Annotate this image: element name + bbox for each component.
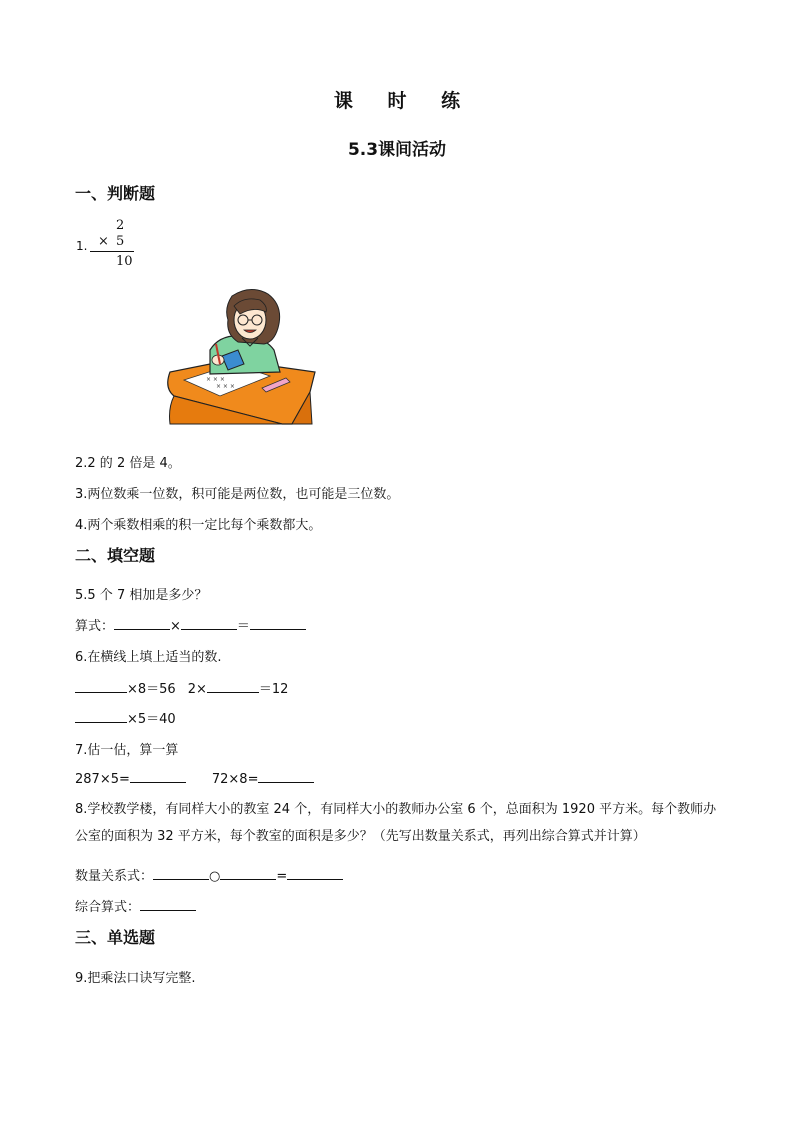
question-4: 4.两个乘数相乘的积一定比每个乘数都大。 [75,518,322,533]
question-8-relation [75,865,343,884]
question-6: 6.在横线上填上适当的数. [75,650,222,665]
question-6-line-2 [75,708,176,727]
question-6-line-1 [75,678,288,697]
teacher-grading-illustration [160,284,320,426]
svg-text:× × ×: × × × [206,376,225,383]
equation-part: ×5＝40 [127,712,176,727]
equation-part: ＝12 [258,682,289,697]
estimate-expression: 72×8= [211,772,259,787]
question-3: 3.两位数乘一位数，积可能是两位数，也可能是三位数。 [75,487,400,502]
section-heading-single-choice: 三、单选题 [75,928,156,947]
estimate-expression: 287×5= [75,772,130,787]
answer-blank[interactable] [114,618,170,630]
question-7-line [75,771,314,787]
section-heading-fill-in: 二、填空题 [75,546,156,565]
multiplier: 5 [116,234,125,249]
answer-blank[interactable] [75,711,127,723]
relation-label: 数量关系式： [75,869,154,884]
answer-blank[interactable] [287,868,343,880]
question-5-formula [75,615,306,634]
formula-label: 算式： [75,619,115,634]
answer-blank[interactable] [153,868,209,880]
question-8: 8.学校教学楼，有同样大小的教室 24 个，有同样大小的教师办公室 6 个，总面积为 1920 平方米。每个教师办公室的面积为 32 平方米，每个教室的面积是多少？（先写出数量关系式，再列出综合算式并计算） [75,802,717,844]
operator-circle: ○ [209,869,221,884]
answer-blank[interactable] [130,771,186,783]
times-sign: × [170,619,181,634]
answer-blank[interactable] [181,618,237,630]
svg-text:× × ×: × × × [216,383,235,390]
equation-part: ×8＝56 [127,682,176,697]
equation-part: 2× [187,682,207,697]
question-2: 2.2 的 2 倍是 4。 [75,456,181,471]
answer-blank[interactable] [250,618,306,630]
question-8-composite [75,896,196,915]
multiplicand: 2 [116,218,125,233]
question-number: 1. [76,239,88,253]
answer-blank[interactable] [75,681,127,693]
answer-blank[interactable] [258,771,314,783]
page-title: 课 时 练 [333,90,475,112]
question-9: 9.把乘法口诀写完整. [75,971,196,986]
question-7: 7.估一估，算一算 [75,743,179,758]
times-sign: × [98,234,109,249]
composite-label: 综合算式： [75,900,141,915]
section-heading-judgement: 一、判断题 [75,184,156,203]
answer-blank[interactable] [220,868,276,880]
answer-blank[interactable] [207,681,259,693]
vertical-multiplication [76,218,146,272]
answer-blank[interactable] [140,899,196,911]
product: 10 [116,254,133,269]
equals-sign: = [276,869,288,884]
question-5: 5.5 个 7 相加是多少？ [75,588,208,603]
equals-sign: ＝ [236,619,250,634]
calc-rule [90,251,134,252]
lesson-subtitle: 5.3课间活动 [347,140,447,160]
